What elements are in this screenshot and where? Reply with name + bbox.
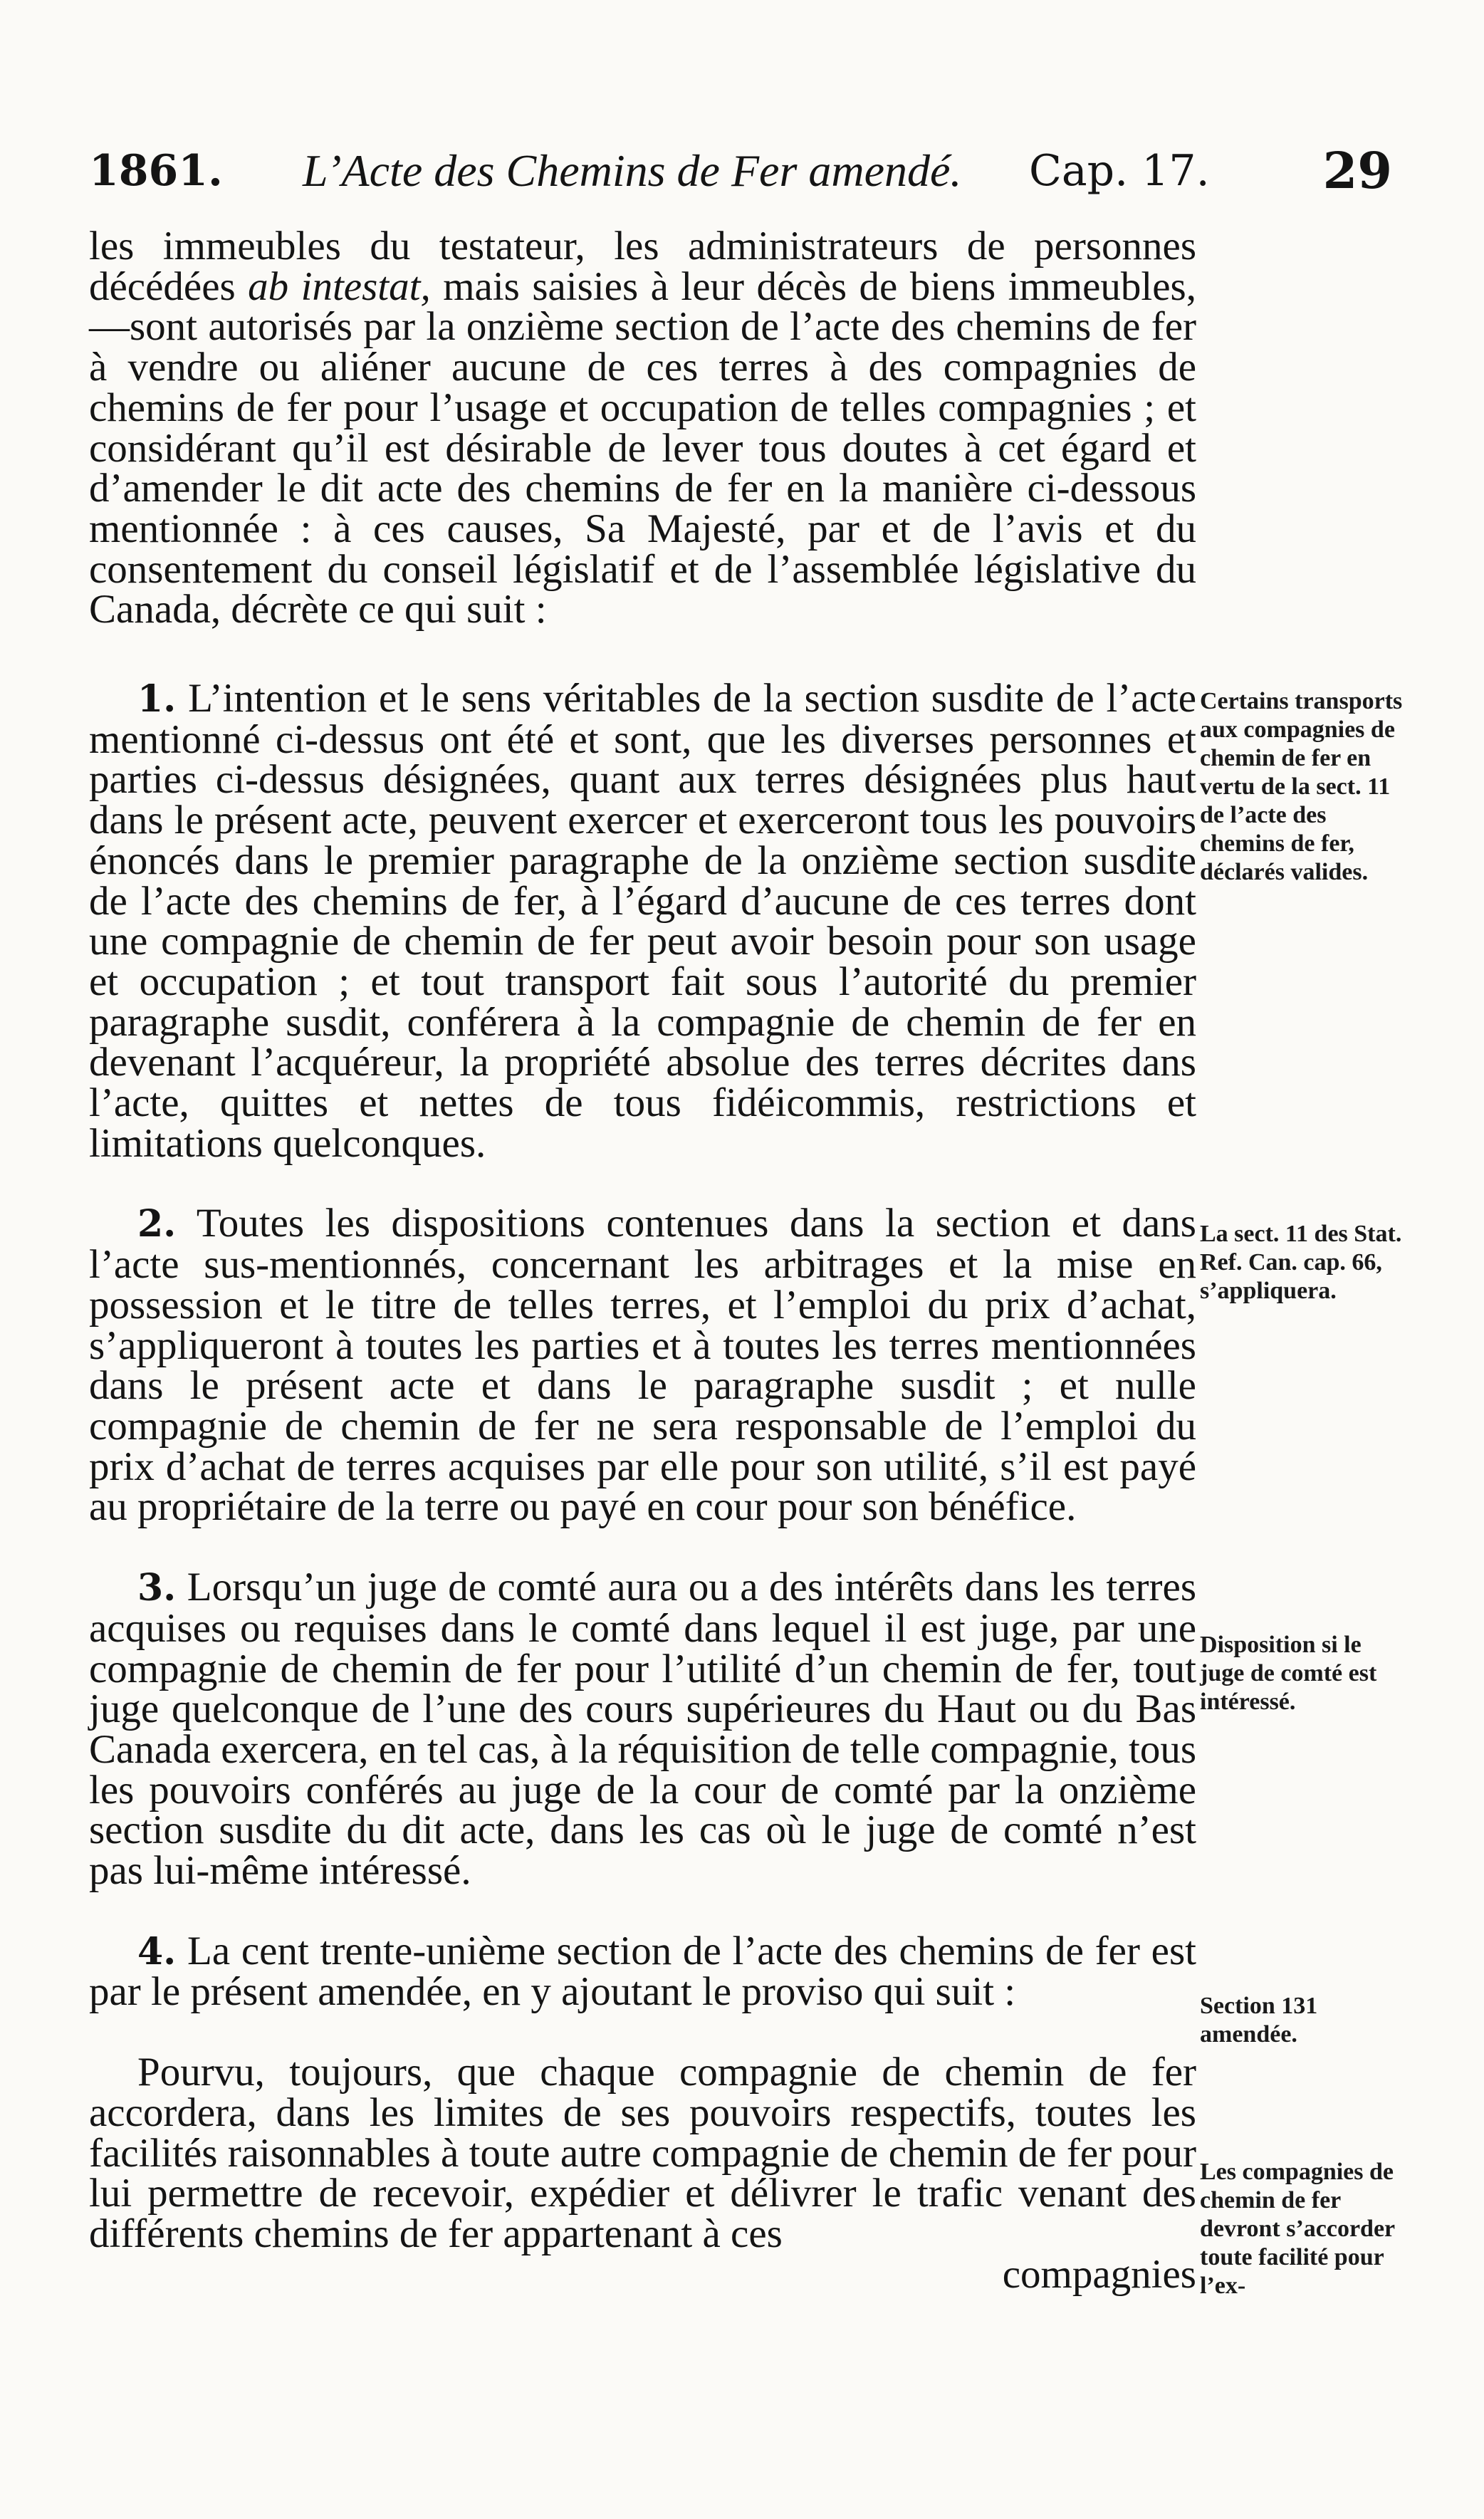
preamble-text-before: les immeubles du testateur, les administrateurs de personnes décédées bbox=[89, 224, 1196, 309]
header-title: L’Acte des Chemins de Fer amendé. bbox=[303, 145, 962, 196]
proviso-last-word: compagnies bbox=[1002, 2251, 1196, 2297]
section-1-text: L’intention et le sens véritables de la section susdite de l’acte mentionné ci-dessus ont été et sont, que les diverses personnes et parties ci-dessus désignées, quant aux terres désignées plus haut dans le présent acte, peuvent exercer et exerceront tous les pouvoirs énoncés dans le premier paragraphe de la onzième section susdite de l’acte des chemins de fer, à l’égard d’aucune de ces terres dont une compagnie de chemin de fer peut avoir besoin pour son usage et occupation ; et tout transport fait sous l’autorité du premier paragraphe susdit, conférera à la compagnie de chemin de fer en devenant l’acquéreur, la propriété absolue des terres décrites dans l’acte, quittes et nettes de tous fidéicommis, restrictions et limitations quelconques. bbox=[89, 676, 1196, 1166]
header-year: 1861. bbox=[89, 146, 223, 196]
margin-note-section-3: Disposition si le juge de comté est intéressé. bbox=[1200, 1632, 1377, 1715]
body-text bbox=[89, 226, 1196, 2295]
section-2-number: 2. bbox=[137, 1202, 177, 1246]
section-3-number: 3. bbox=[137, 1566, 177, 1610]
margin-note-proviso: Les compagnies de chemin de fer devront s’accorder toute facilité pour l’ex- bbox=[1200, 2159, 1395, 2299]
section-4-paragraph bbox=[89, 1928, 1196, 2015]
section-4-text: La cent trente-unième section de l’acte des chemins de fer est par le présent amendée, en y ajoutant le proviso qui suit : bbox=[89, 1928, 1196, 2015]
section-3-text: Lorsqu’un juge de comté aura ou a des intérêts dans les terres acquises ou requises dans le comté dans lequel il est juge, par une compagnie de chemin de fer pour l’utilité d’un chemin de fer, tout juge quelconque de l’une des cours supérieures du Haut ou du Bas Canada exercera, en tel cas, à la réquisition de telle compagnie, tous les pouvoirs conférés au juge de la cour de comté par la onzième section susdite du dit acte, dans les cas où le juge de comté n’est pas lui-même intéressé. bbox=[89, 1565, 1197, 1894]
section-2-text: Toutes les dispositions contenues dans la section et dans l’acte sus-mentionnés, concernant les arbitrages et la mise en possession et le titre de telles terres, et l’emploi du prix d’achat, s’appliqueront à toutes les parties et à toutes les terres mentionnées dans le présent acte et dans le paragraphe susdit ; et nulle compagnie de chemin de fer ne sera responsable de l’emploi du prix d’achat de terres acquises par elle pour son utilité, s’il est payé au propriétaire de la terre ou payé en cour pour son bénéfice. bbox=[89, 1201, 1196, 1530]
section-1-number: 1. bbox=[137, 677, 177, 721]
preamble-paragraph bbox=[89, 226, 1196, 630]
proviso-paragraph bbox=[89, 2050, 1196, 2256]
section-1-paragraph bbox=[89, 676, 1196, 1166]
page-number: 29 bbox=[1322, 141, 1392, 200]
proviso-text: Pourvu, toujours, que chaque compagnie de chemin de fer accordera, dans les limites de ses pouvoirs respectifs, toutes les facilités raisonnables à toute autre compagnie de chemin de fer pour lui permettre de recevoir, expédier et délivrer le trafic venant des différents chemins de fer appartenant à ces bbox=[89, 2050, 1196, 2256]
margin-note-section-1: Certains transports aux compagnies de chemin de fer en vertu de la sect. 11 de l’acte des chemins de fer, déclarés valides. bbox=[1200, 688, 1403, 885]
margin-note-section-2: La sect. 11 des Stat. Ref. Can. cap. 66, s’appliquera. bbox=[1200, 1221, 1402, 1304]
section-3-paragraph bbox=[89, 1565, 1197, 1894]
preamble-text-after: mais saisies à leur décès de biens immeubles,—sont autorisés par la onzième section de l’acte des chemins de fer à vendre ou aliéner aucune de ces terres à des compagnies de chemins de fer pour l’usage et occupation de telles compagnies ; et considérant qu’il est désirable de lever tous doutes à cet égard et d’amender le dit acte des chemins de fer en la manière ci-dessous mentionnée : à ces causes, Sa Majesté, par et de l’avis et du consentement du conseil législatif et de l’assemblée législative du Canada, décrète ce qui suit : bbox=[89, 264, 1196, 632]
section-2-paragraph bbox=[89, 1201, 1196, 1530]
running-head bbox=[89, 142, 1392, 199]
preamble-italic: ab intestat, bbox=[248, 264, 431, 309]
margin-note-section-4: Section 131 amendée. bbox=[1200, 1993, 1318, 2048]
header-chapter: Cap. 17. bbox=[1029, 146, 1210, 196]
section-4-number: 4. bbox=[137, 1929, 177, 1973]
